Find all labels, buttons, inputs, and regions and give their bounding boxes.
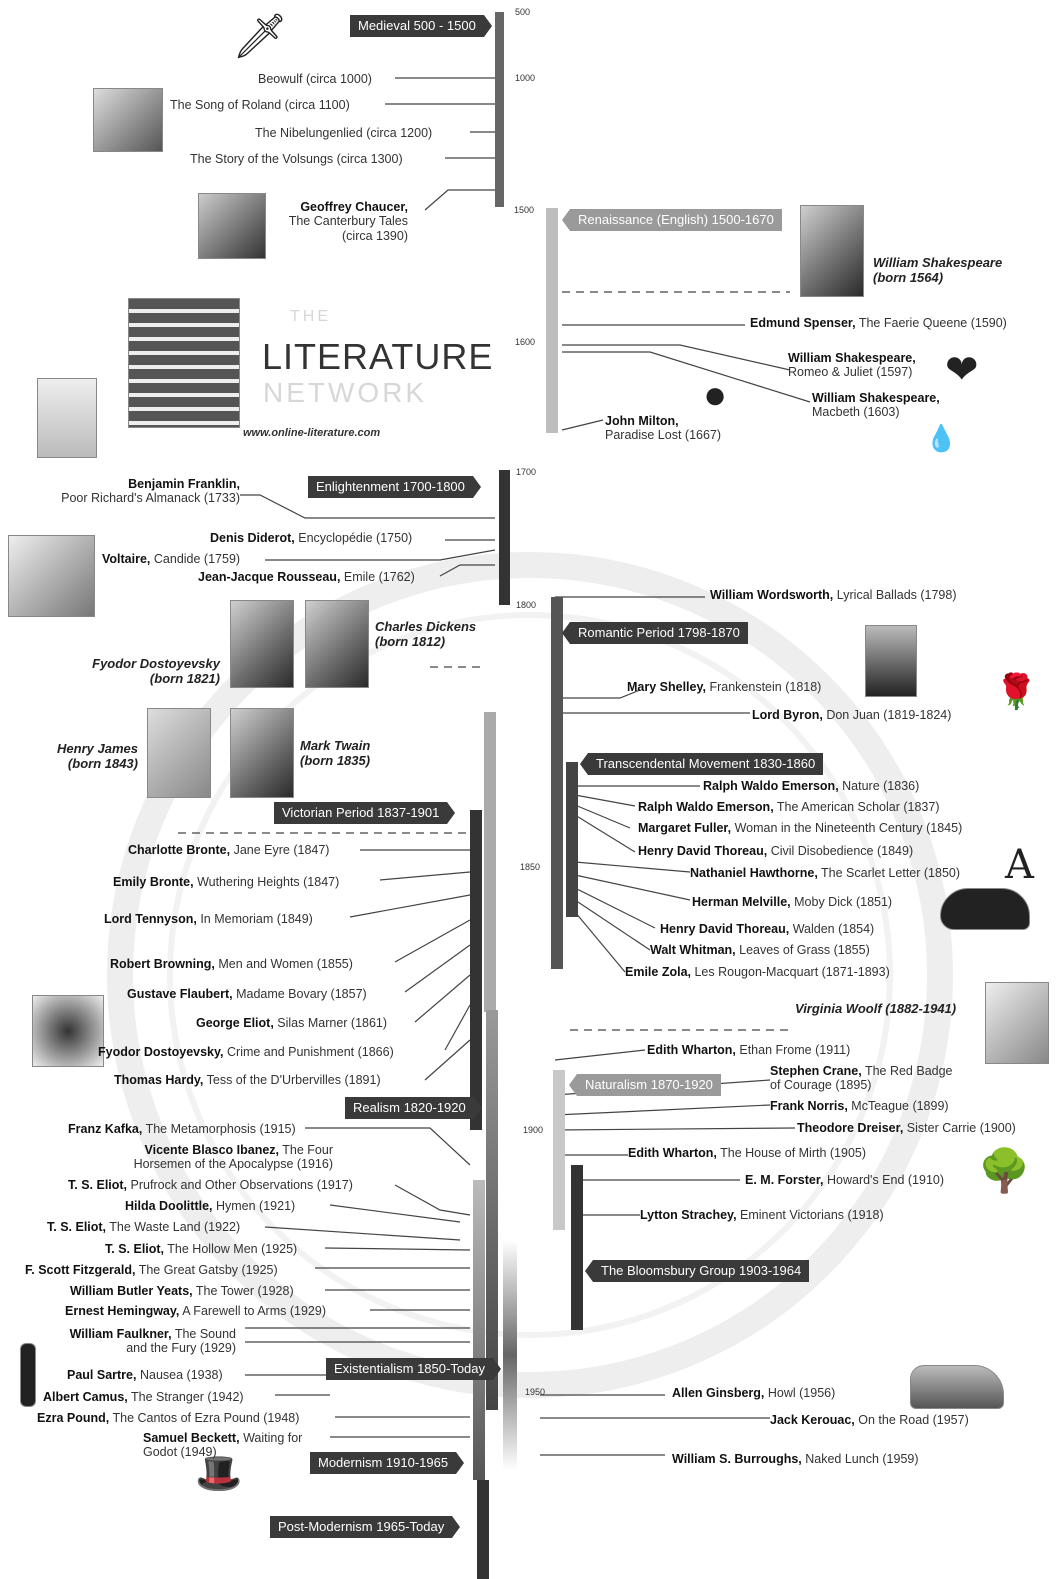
work-macbeth: William Shakespeare, Macbeth (1603)	[812, 391, 940, 420]
enlightenment-bar	[499, 470, 510, 605]
work-emerson-nature: Ralph Waldo Emerson, Nature (1836)	[703, 779, 920, 793]
work-tennyson: Lord Tennyson, In Memoriam (1849)	[104, 912, 313, 926]
frankenstein-illustration	[865, 625, 917, 697]
work-faulkner: William Faulkner, The Sound and the Fury (1929)	[69, 1327, 236, 1356]
bloomsbury-bar	[571, 1165, 583, 1330]
era-victorian: Victorian Period 1837-1901	[274, 802, 447, 824]
era-postmodernism: Post-Modernism 1965-Today	[270, 1516, 452, 1538]
work-wharton-mirth: Edith Wharton, The House of Mirth (1905)	[628, 1146, 867, 1160]
woolf-caption: Virginia Woolf (1882-1941)	[795, 1001, 957, 1016]
chaucer-illustration	[198, 193, 266, 259]
work-nibelungen: The Nibelungenlied (circa 1200)	[255, 126, 433, 140]
work-wharton-frome: Edith Wharton, Ethan Frome (1911)	[647, 1043, 851, 1057]
james-caption: Henry James (born 1843)	[57, 741, 138, 771]
work-browning: Robert Browning, Men and Women (1855)	[110, 957, 353, 971]
era-existentialism: Existentialism 1850-Today	[326, 1358, 493, 1380]
twain-caption: Mark Twain (born 1835)	[300, 738, 371, 768]
naturalism-bar	[553, 1070, 565, 1230]
man-silhouette-illustration	[20, 1343, 36, 1407]
era-modernism: Modernism 1910-1965	[310, 1452, 456, 1474]
logo-small-text: THE	[290, 308, 331, 325]
work-wordsworth: William Wordsworth, Lyrical Ballads (1798)	[710, 588, 957, 602]
realism-bar-top	[484, 712, 496, 1012]
work-pound: Ezra Pound, The Cantos of Ezra Pound (1948)	[37, 1411, 300, 1425]
knights-illustration	[93, 88, 163, 152]
rose-icon: 🌹	[995, 673, 1038, 711]
work-roland: The Song of Roland (circa 1100)	[170, 98, 350, 112]
work-beowulf: Beowulf (circa 1000)	[258, 72, 372, 86]
year-1950: 1950	[525, 1387, 546, 1397]
work-yeats: William Butler Yeats, The Tower (1928)	[70, 1284, 294, 1298]
work-dreiser: Theodore Dreiser, Sister Carrie (1900)	[797, 1121, 1016, 1135]
work-kerouac: Jack Kerouac, On the Road (1957)	[770, 1413, 969, 1427]
work-milton: John Milton, Paradise Lost (1667)	[605, 414, 722, 443]
work-hemingway: Ernest Hemingway, A Farewell to Arms (1929)	[65, 1304, 326, 1318]
work-diderot: Denis Diderot, Encyclopédie (1750)	[210, 531, 413, 545]
sword-icon: 🗡	[232, 12, 288, 61]
work-spenser: Edmund Spenser, The Faerie Queene (1590)	[750, 316, 1007, 330]
scarlet-letter-icon: A	[1005, 842, 1034, 888]
work-romeo: William Shakespeare, Romeo & Juliet (1597)	[788, 351, 916, 380]
era-romantic: Romantic Period 1798-1870	[570, 622, 748, 644]
work-george-eliot: George Eliot, Silas Marner (1861)	[196, 1016, 388, 1030]
work-eliot-waste-land: T. S. Eliot, The Waste Land (1922)	[47, 1220, 241, 1234]
bowler-hats-icon: 🎩	[195, 1453, 243, 1495]
work-thoreau-civil: Henry David Thoreau, Civil Disobedience (1849)	[638, 844, 914, 858]
year-1700: 1700	[516, 467, 537, 477]
realism-bar	[486, 1010, 498, 1410]
year-500: 500	[515, 7, 531, 17]
renaissance-bar	[546, 208, 558, 433]
dostoyevsky-portrait	[230, 600, 294, 688]
tree-icon: 🌳	[978, 1147, 1031, 1194]
work-camus: Albert Camus, The Stranger (1942)	[43, 1390, 244, 1404]
shakespeare-caption: William Shakespeare (born 1564)	[873, 255, 1003, 285]
romantic-bar	[551, 597, 563, 969]
work-hardy: Thomas Hardy, Tess of the D'Urbervilles (1891)	[114, 1073, 381, 1087]
work-ibanez: Vicente Blasco Ibanez, The Four Horsemen of the Apocalypse (1916)	[133, 1143, 333, 1172]
work-thoreau-walden: Henry David Thoreau, Walden (1854)	[660, 922, 875, 936]
work-chaucer: Geoffrey Chaucer, The Canterbury Tales (circa 1390)	[288, 200, 408, 243]
year-1850: 1850	[520, 862, 541, 872]
transcendental-bar	[566, 762, 578, 917]
work-eliot-hollow-men: T. S. Eliot, The Hollow Men (1925)	[105, 1242, 298, 1256]
work-whitman: Walt Whitman, Leaves of Grass (1855)	[650, 943, 870, 957]
shakespeare-portrait	[800, 205, 864, 297]
almanack-illustration	[37, 378, 97, 458]
work-sartre: Paul Sartre, Nausea (1938)	[67, 1368, 223, 1382]
work-zola: Emile Zola, Les Rougon-Macquart (1871-1893)	[625, 965, 890, 979]
henry-james-portrait	[147, 708, 211, 798]
work-charlotte-bronte: Charlotte Bronte, Jane Eyre (1847)	[128, 843, 330, 857]
bovary-illustration	[32, 995, 104, 1067]
work-burroughs: William S. Burroughs, Naked Lunch (1959)	[672, 1452, 919, 1466]
logo-network: NETWORK	[263, 377, 428, 408]
dickens-caption: Charles Dickens (born 1812)	[375, 619, 477, 649]
work-norris: Frank Norris, McTeague (1899)	[770, 1099, 949, 1113]
year-1900: 1900	[523, 1125, 544, 1135]
work-crane: Stephen Crane, The Red Badge of Courage (1895)	[770, 1064, 953, 1093]
dostoyevsky-caption: Fyodor Dostoyevsky (born 1821)	[92, 656, 220, 686]
work-voltaire: Voltaire, Candide (1759)	[102, 552, 241, 566]
book-stack-logo-icon	[128, 298, 240, 428]
era-medieval: Medieval 500 - 1500	[350, 15, 484, 37]
apple-icon: ●	[703, 373, 728, 417]
whale-illustration	[940, 888, 1030, 930]
medieval-bar	[495, 12, 504, 207]
work-doolittle: Hilda Doolittle, Hymen (1921)	[125, 1199, 296, 1213]
era-transcendental: Transcendental Movement 1830-1860	[588, 753, 823, 775]
year-1000: 1000	[515, 73, 536, 83]
era-bloomsbury: The Bloomsbury Group 1903-1964	[593, 1260, 809, 1282]
work-kafka: Franz Kafka, The Metamorphosis (1915)	[68, 1122, 296, 1136]
work-eliot-prufrock: T. S. Eliot, Prufrock and Other Observations (1917)	[68, 1178, 353, 1192]
year-1800: 1800	[516, 600, 537, 610]
modernism-bar	[473, 1180, 485, 1480]
work-strachey: Lytton Strachey, Eminent Victorians (1918)	[640, 1208, 884, 1222]
work-fuller: Margaret Fuller, Woman in the Nineteenth Century (1845)	[638, 821, 963, 835]
car-illustration	[910, 1365, 1004, 1409]
work-rousseau: Jean-Jacque Rousseau, Emile (1762)	[198, 570, 415, 584]
woolf-portrait	[985, 982, 1049, 1064]
dickens-portrait	[305, 600, 369, 688]
era-renaissance: Renaissance (English) 1500-1670	[570, 209, 782, 231]
work-melville: Herman Melville, Moby Dick (1851)	[692, 895, 893, 909]
work-volsungs: The Story of the Volsungs (circa 1300)	[190, 152, 403, 166]
mark-twain-portrait	[230, 708, 294, 798]
era-naturalism: Naturalism 1870-1920	[577, 1074, 721, 1096]
work-dostoyevsky: Fyodor Dostoyevsky, Crime and Punishment (1866)	[98, 1045, 394, 1059]
work-byron: Lord Byron, Don Juan (1819-1824)	[752, 708, 952, 722]
year-1600: 1600	[515, 337, 536, 347]
blood-drop-icon: 💧	[925, 423, 958, 453]
work-emerson-scholar: Ralph Waldo Emerson, The American Scholar (1837)	[638, 800, 940, 814]
work-shelley: Mary Shelley, Frankenstein (1818)	[627, 680, 822, 694]
postmodernism-bar	[477, 1480, 489, 1579]
hearts-icon: ❤	[945, 348, 979, 392]
work-franklin: Benjamin Franklin, Poor Richard's Almanack (1733)	[61, 477, 240, 506]
logo-url: www.online-literature.com	[243, 427, 381, 439]
work-flaubert: Gustave Flaubert, Madame Bovary (1857)	[127, 987, 367, 1001]
candide-illustration	[8, 535, 95, 617]
year-1500: 1500	[514, 205, 535, 215]
work-emily-bronte: Emily Bronte, Wuthering Heights (1847)	[113, 875, 340, 889]
existentialism-bar	[503, 1240, 517, 1470]
work-forster: E. M. Forster, Howard's End (1910)	[745, 1173, 945, 1187]
work-beckett: Samuel Beckett, Waiting for Godot (1949)	[143, 1431, 303, 1460]
work-fitzgerald: F. Scott Fitzgerald, The Great Gatsby (1925)	[25, 1263, 278, 1277]
work-ginsberg: Allen Ginsberg, Howl (1956)	[672, 1386, 836, 1400]
logo-title: LITERATURE	[262, 336, 494, 377]
era-enlightenment: Enlightenment 1700-1800	[308, 476, 473, 498]
work-hawthorne: Nathaniel Hawthorne, The Scarlet Letter (1850)	[690, 866, 961, 880]
victorian-bar	[470, 810, 482, 1130]
era-realism: Realism 1820-1920	[345, 1097, 474, 1119]
